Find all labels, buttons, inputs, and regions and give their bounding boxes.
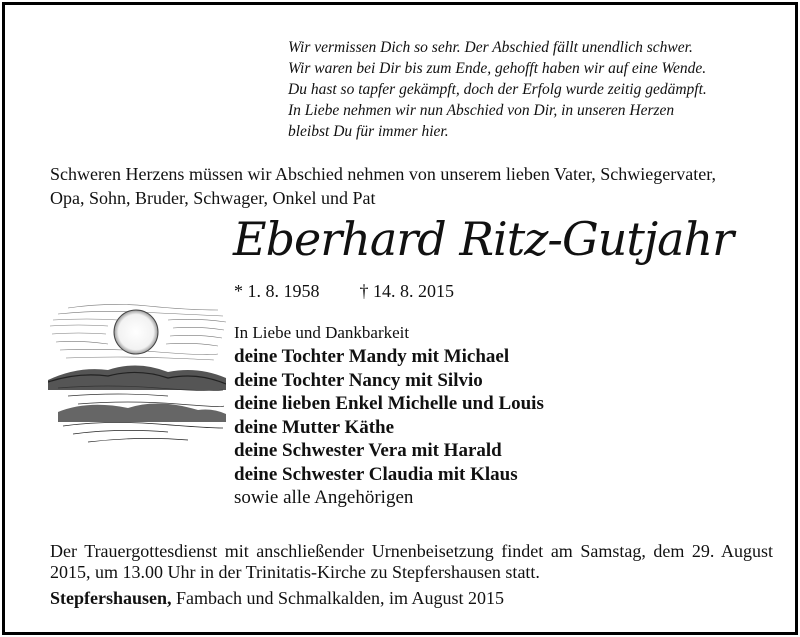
poem-line: Du hast so tapfer gekämpft, doch der Erfolg wurde zeitig gedämpft.	[288, 81, 707, 98]
poem-line: Wir vermissen Dich so sehr. Der Abschied fällt unendlich schwer.	[288, 39, 693, 56]
mourner-entry: deine lieben Enkel Michelle und Louis	[234, 393, 544, 414]
mourners-list	[234, 321, 774, 510]
service-announcement: Der Trauergottesdienst mit anschließender Urnenbeisetzung findet am Samstag, dem 29. August 2015, um 13.00 Uhr in der Trinitatis-Kirche zu Stepfershausen statt.	[50, 541, 773, 582]
intro-line: Opa, Sohn, Bruder, Schwager, Onkel und Pat	[50, 188, 376, 208]
mourners-rest: sowie alle Angehörigen	[234, 487, 414, 508]
life-dates	[234, 279, 454, 303]
obituary-frame	[2, 2, 798, 635]
footer-place: Stepfershausen,	[50, 588, 172, 608]
poem-line: In Liebe nehmen wir nun Abschied von Dir, in unseren Herzen	[288, 102, 675, 119]
poem-line: bleibst Du für immer hier.	[288, 123, 449, 140]
death-date: † 14. 8. 2015	[359, 281, 454, 301]
intro-text	[50, 162, 780, 210]
poem	[288, 37, 788, 142]
mourner-entry: deine Mutter Käthe	[234, 416, 395, 438]
intro-line: Schweren Herzens müssen wir Abschied nehmen von unserem lieben Vater, Schwiegervater,	[50, 164, 717, 184]
poem-line: Wir waren bei Dir bis zum Ende, gehofft haben wir auf eine Wende.	[288, 60, 707, 77]
mourner-entry: deine Tochter Nancy mit Silvio	[234, 369, 483, 391]
footer-line	[50, 587, 504, 609]
mourner-entry: deine Schwester Vera mit Harald	[234, 440, 502, 461]
mourner-entry: deine Schwester Claudia mit Klaus	[234, 463, 518, 485]
mourners-lead: In Liebe und Dankbarkeit	[234, 323, 410, 342]
deceased-name: Eberhard Ritz-Gutjahr	[233, 212, 734, 266]
footer-rest: Fambach und Schmalkalden, im August 2015	[171, 588, 504, 608]
mourner-entry: deine Tochter Mandy mit Michael	[234, 346, 510, 367]
birth-date: * 1. 8. 1958	[234, 281, 320, 301]
moon-landscape-illustration	[48, 300, 226, 450]
